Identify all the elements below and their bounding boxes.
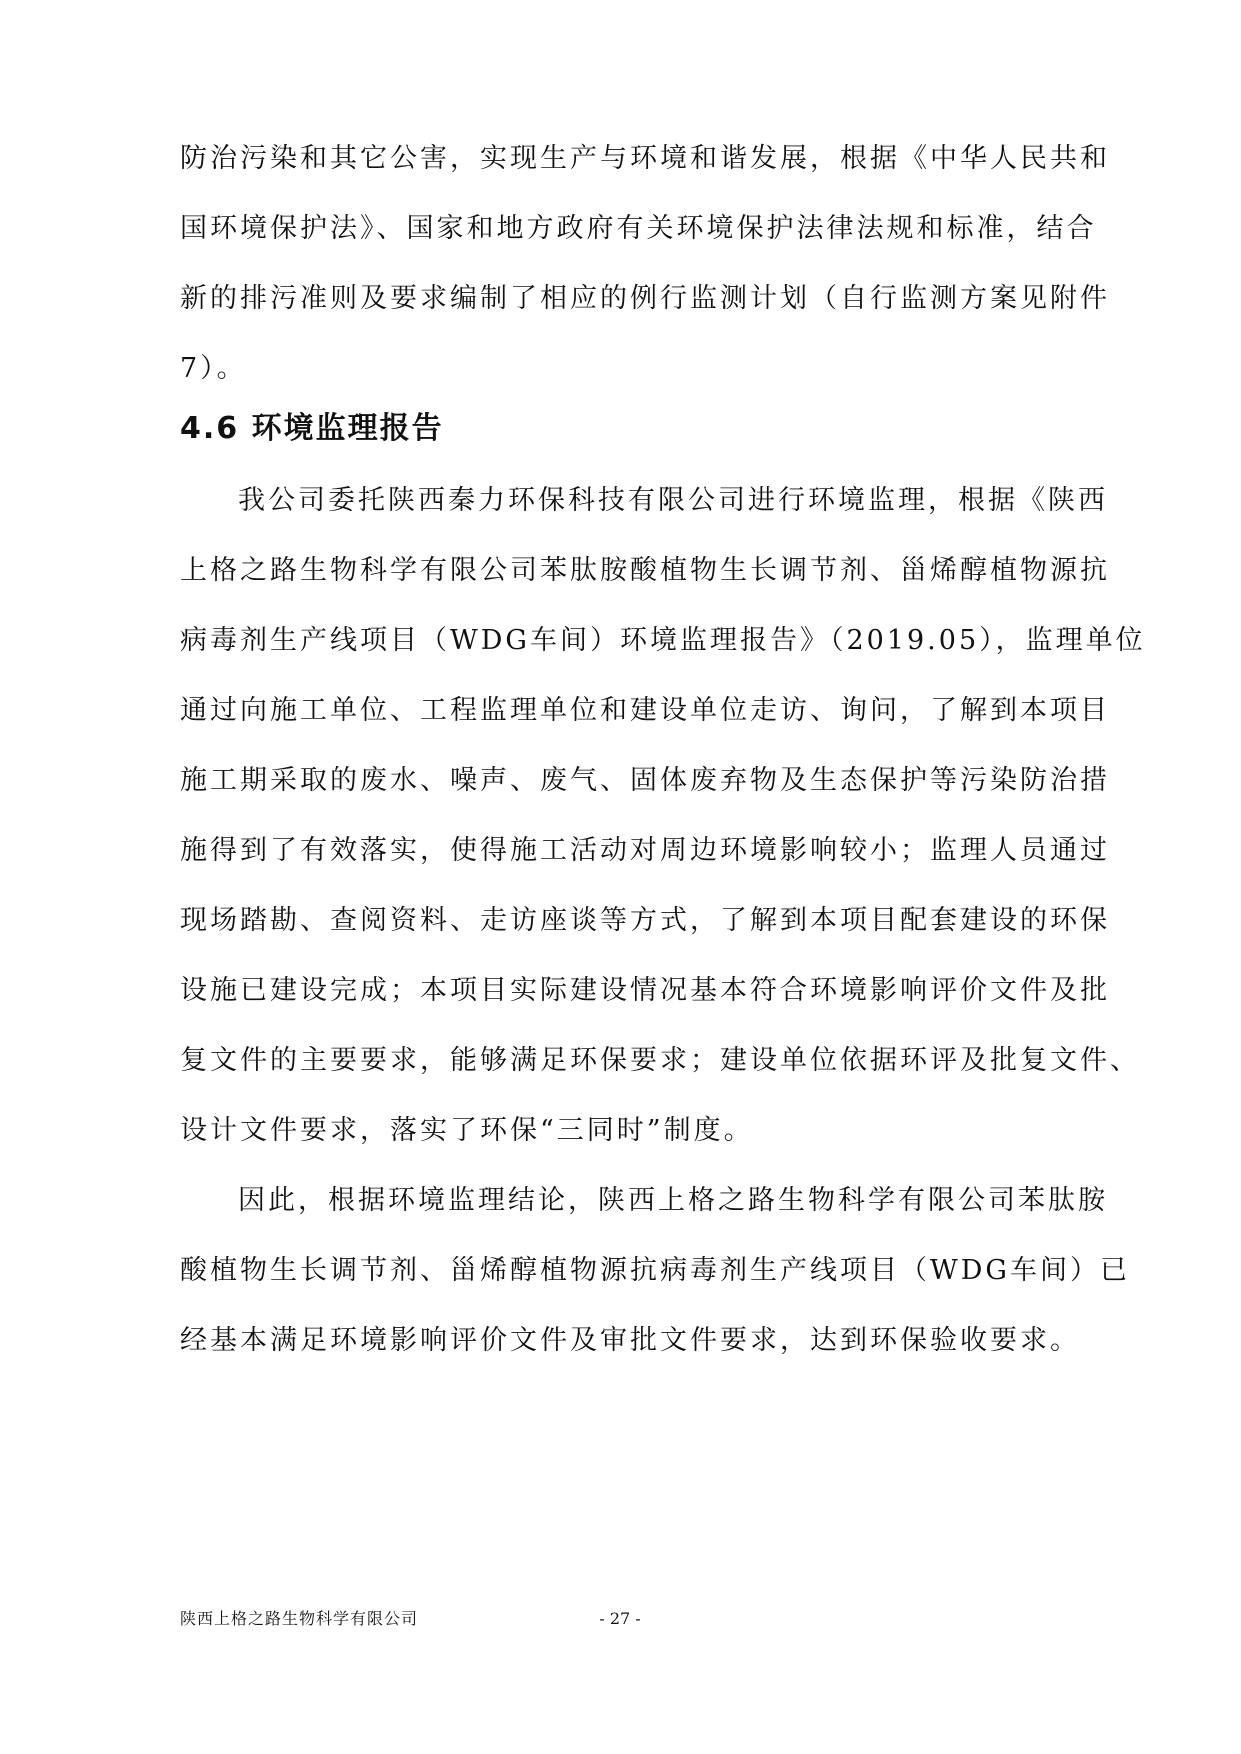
paragraph-line: 设施已建设完成；本项目实际建设情况基本符合环境影响评价文件及批 — [180, 975, 1110, 1006]
paragraph-line: 国环境保护法》、国家和地方政府有关环境保护法律法规和标准，结合 — [180, 213, 1097, 244]
paragraph-line: 通过向施工单位、工程监理单位和建设单位走访、询问，了解到本项目 — [180, 695, 1110, 726]
section-heading: 4.6 环境监理报告 — [180, 411, 444, 446]
paragraph-line: 新的排污准则及要求编制了相应的例行监测计划（自行监测方案见附件 — [180, 283, 1110, 314]
paragraph-line: 经基本满足环境影响评价文件及审批文件要求，达到环保验收要求。 — [180, 1325, 1080, 1356]
page-number: - 27 - — [599, 1609, 641, 1628]
footer-company-name: 陕西上格之路生物科学有限公司 — [180, 1609, 419, 1628]
paragraph-line: 复文件的主要要求，能够满足环保要求；建设单位依据环评及批复文件、 — [180, 1045, 1140, 1076]
paragraph-line: 7）。 — [180, 353, 247, 384]
paragraph-line: 施得到了有效落实，使得施工活动对周边环境影响较小；监理人员通过 — [180, 835, 1110, 866]
paragraph-line: 上格之路生物科学有限公司苯肽胺酸植物生长调节剂、甾烯醇植物源抗 — [180, 555, 1110, 586]
paragraph-line: 防治污染和其它公害，实现生产与环境和谐发展，根据《中华人民共和 — [180, 143, 1110, 174]
paragraph-line: 现场踏勘、查阅资料、走访座谈等方式，了解到本项目配套建设的环保 — [180, 905, 1110, 936]
paragraph-line: 我公司委托陕西秦力环保科技有限公司进行环境监理，根据《陕西 — [238, 485, 1108, 516]
paragraph-line: 设计文件要求，落实了环保“三同时”制度。 — [180, 1115, 754, 1146]
paragraph-line: 施工期采取的废水、噪声、废气、固体废弃物及生态保护等污染防治措 — [180, 765, 1110, 796]
paragraph-line: 因此，根据环境监理结论，陕西上格之路生物科学有限公司苯肽胺 — [238, 1185, 1108, 1216]
paragraph-line: 病毒剂生产线项目（WDG车间）环境监理报告》（2019.05），监理单位 — [180, 625, 1146, 656]
paragraph-line: 酸植物生长调节剂、甾烯醇植物源抗病毒剂生产线项目（WDG车间）已 — [180, 1255, 1130, 1286]
